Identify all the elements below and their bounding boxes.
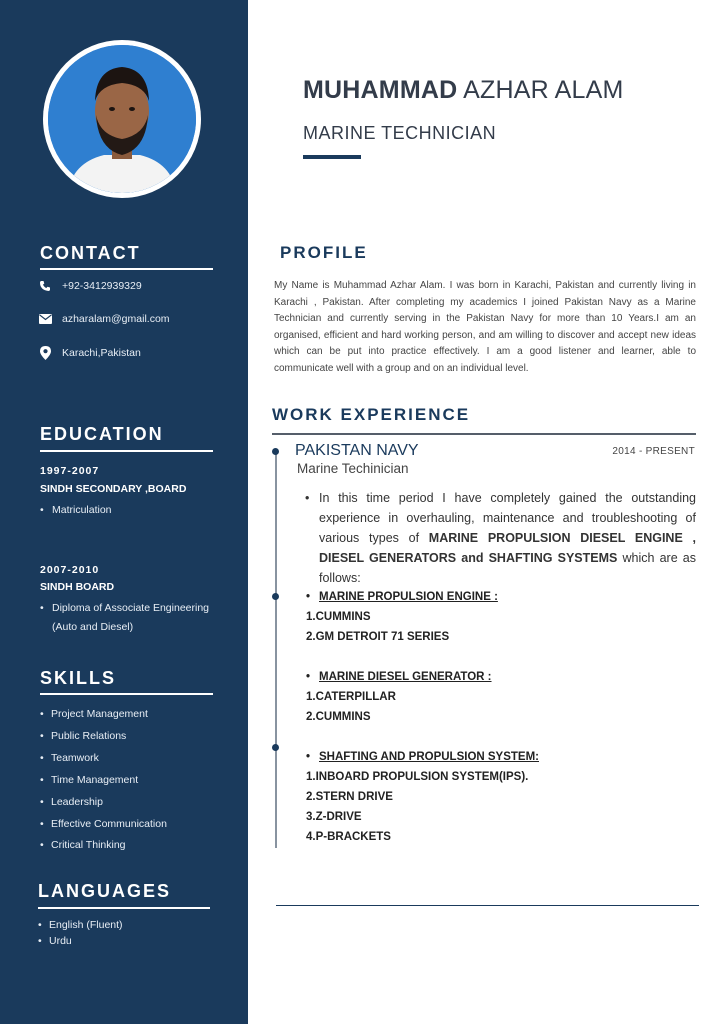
- list-item: • Critical Thinking: [40, 835, 167, 857]
- education-heading: EDUCATION: [40, 424, 164, 444]
- equipment-item: 1.CATERPILLAR: [306, 691, 396, 703]
- equipment-item: 3.Z-DRIVE: [306, 811, 362, 823]
- languages-heading: LANGUAGES: [38, 881, 172, 901]
- job-description-highlight: MARINE PROPULSION DIESEL ENGINE , DIESEL GENERATORS and SHAFTING SYSTEMS: [319, 531, 696, 565]
- job-description: • In this time period I have completely gained the outstanding experience in overhauling, maintenance and troubleshooting of various types of MARINE PROPULSION DIESEL ENGINE , DIESEL GENERATORS and SHAFTING SYSTEMS which are as follows:: [319, 488, 696, 588]
- contact-heading: CONTACT: [40, 243, 141, 263]
- job-organization: PAKISTAN NAVY: [295, 442, 419, 459]
- profile-text: My Name is Muhammad Azhar Alam. I was born in Karachi, Pakistan and currently living in Karachi , Pakistan. After completing my academics I joined Pakistan Navy as a Marine Technician and currently serving in the Pakistan Navy for more than 10 Years.I am an organised, efficient and hard working person, and am willing to discover and accept new ideas which can be put into practice effectively. I am a good listener and learner, able to communicate well with a group and on an individual level.: [274, 280, 696, 374]
- last-name: AZHAR ALAM: [463, 76, 624, 104]
- equipment-group-title: • SHAFTING AND PROPULSION SYSTEM:: [319, 751, 539, 763]
- equipment-item: 2.STERN DRIVE: [306, 791, 393, 803]
- job-title: MARINE TECHNICIAN: [303, 123, 497, 143]
- page-title: [303, 76, 624, 105]
- education-years: 2007-2010: [40, 564, 100, 576]
- timeline-line: [275, 452, 277, 848]
- timeline-dot: [272, 593, 279, 600]
- contact-phone-row: [38, 279, 142, 293]
- location-pin-icon: [38, 346, 52, 360]
- job-dates: 2014 - PRESENT: [612, 446, 695, 457]
- contact-email-row: [38, 312, 170, 326]
- job-role: Marine Techinician: [297, 461, 409, 476]
- sidebar: [0, 0, 248, 1024]
- envelope-icon: [38, 312, 52, 326]
- list-item: • Teamwork: [40, 748, 167, 770]
- languages-list: [38, 917, 123, 949]
- skills-divider: [40, 693, 213, 695]
- equipment-group-title: • MARINE DIESEL GENERATOR :: [319, 671, 492, 683]
- list-item: • Urdu: [38, 933, 123, 949]
- equipment-item: 1.CUMMINS: [306, 611, 371, 623]
- profile-heading: PROFILE: [280, 243, 368, 262]
- list-item: • Public Relations: [40, 726, 167, 748]
- timeline-dot: [272, 448, 279, 455]
- list-item: • Effective Communication: [40, 814, 167, 836]
- work-experience-divider: [272, 433, 696, 435]
- equipment-group-title: • MARINE PROPULSION ENGINE :: [319, 591, 498, 603]
- contact-location-row: [38, 346, 141, 360]
- education-item: • Diploma of Associate Engineering (Auto and Diesel): [40, 599, 210, 637]
- education-board: SINDH SECONDARY ,BOARD: [40, 483, 187, 495]
- list-item: • Project Management: [40, 704, 167, 726]
- education-years: 1997-2007: [40, 465, 100, 477]
- education-item: • Matriculation: [40, 501, 220, 520]
- skills-list: [40, 704, 167, 857]
- contact-phone: +92-3412939329: [62, 280, 142, 292]
- contact-email: azharalam@gmail.com: [62, 313, 170, 325]
- phone-icon: [38, 279, 52, 293]
- profile-photo: [48, 45, 196, 193]
- bottom-divider: [276, 905, 699, 906]
- timeline-dot: [272, 744, 279, 751]
- profile-photo-frame: [43, 40, 201, 198]
- list-item: • Leadership: [40, 792, 167, 814]
- title-underline: [303, 155, 361, 159]
- list-item: • English (Fluent): [38, 917, 123, 933]
- education-board: SINDH BOARD: [40, 581, 115, 593]
- contact-location: Karachi,Pakistan: [62, 347, 141, 359]
- education-divider: [40, 450, 213, 452]
- first-name: MUHAMMAD: [303, 76, 458, 104]
- skills-heading: SKILLS: [40, 668, 117, 688]
- equipment-item: 2.CUMMINS: [306, 711, 371, 723]
- equipment-item: 1.INBOARD PROPULSION SYSTEM(IPS).: [306, 771, 529, 783]
- equipment-item: 4.P-BRACKETS: [306, 831, 391, 843]
- contact-divider: [40, 268, 213, 270]
- languages-divider: [38, 907, 210, 909]
- work-experience-heading: WORK EXPERIENCE: [272, 405, 471, 424]
- equipment-item: 2.GM DETROIT 71 SERIES: [306, 631, 450, 643]
- list-item: • Time Management: [40, 770, 167, 792]
